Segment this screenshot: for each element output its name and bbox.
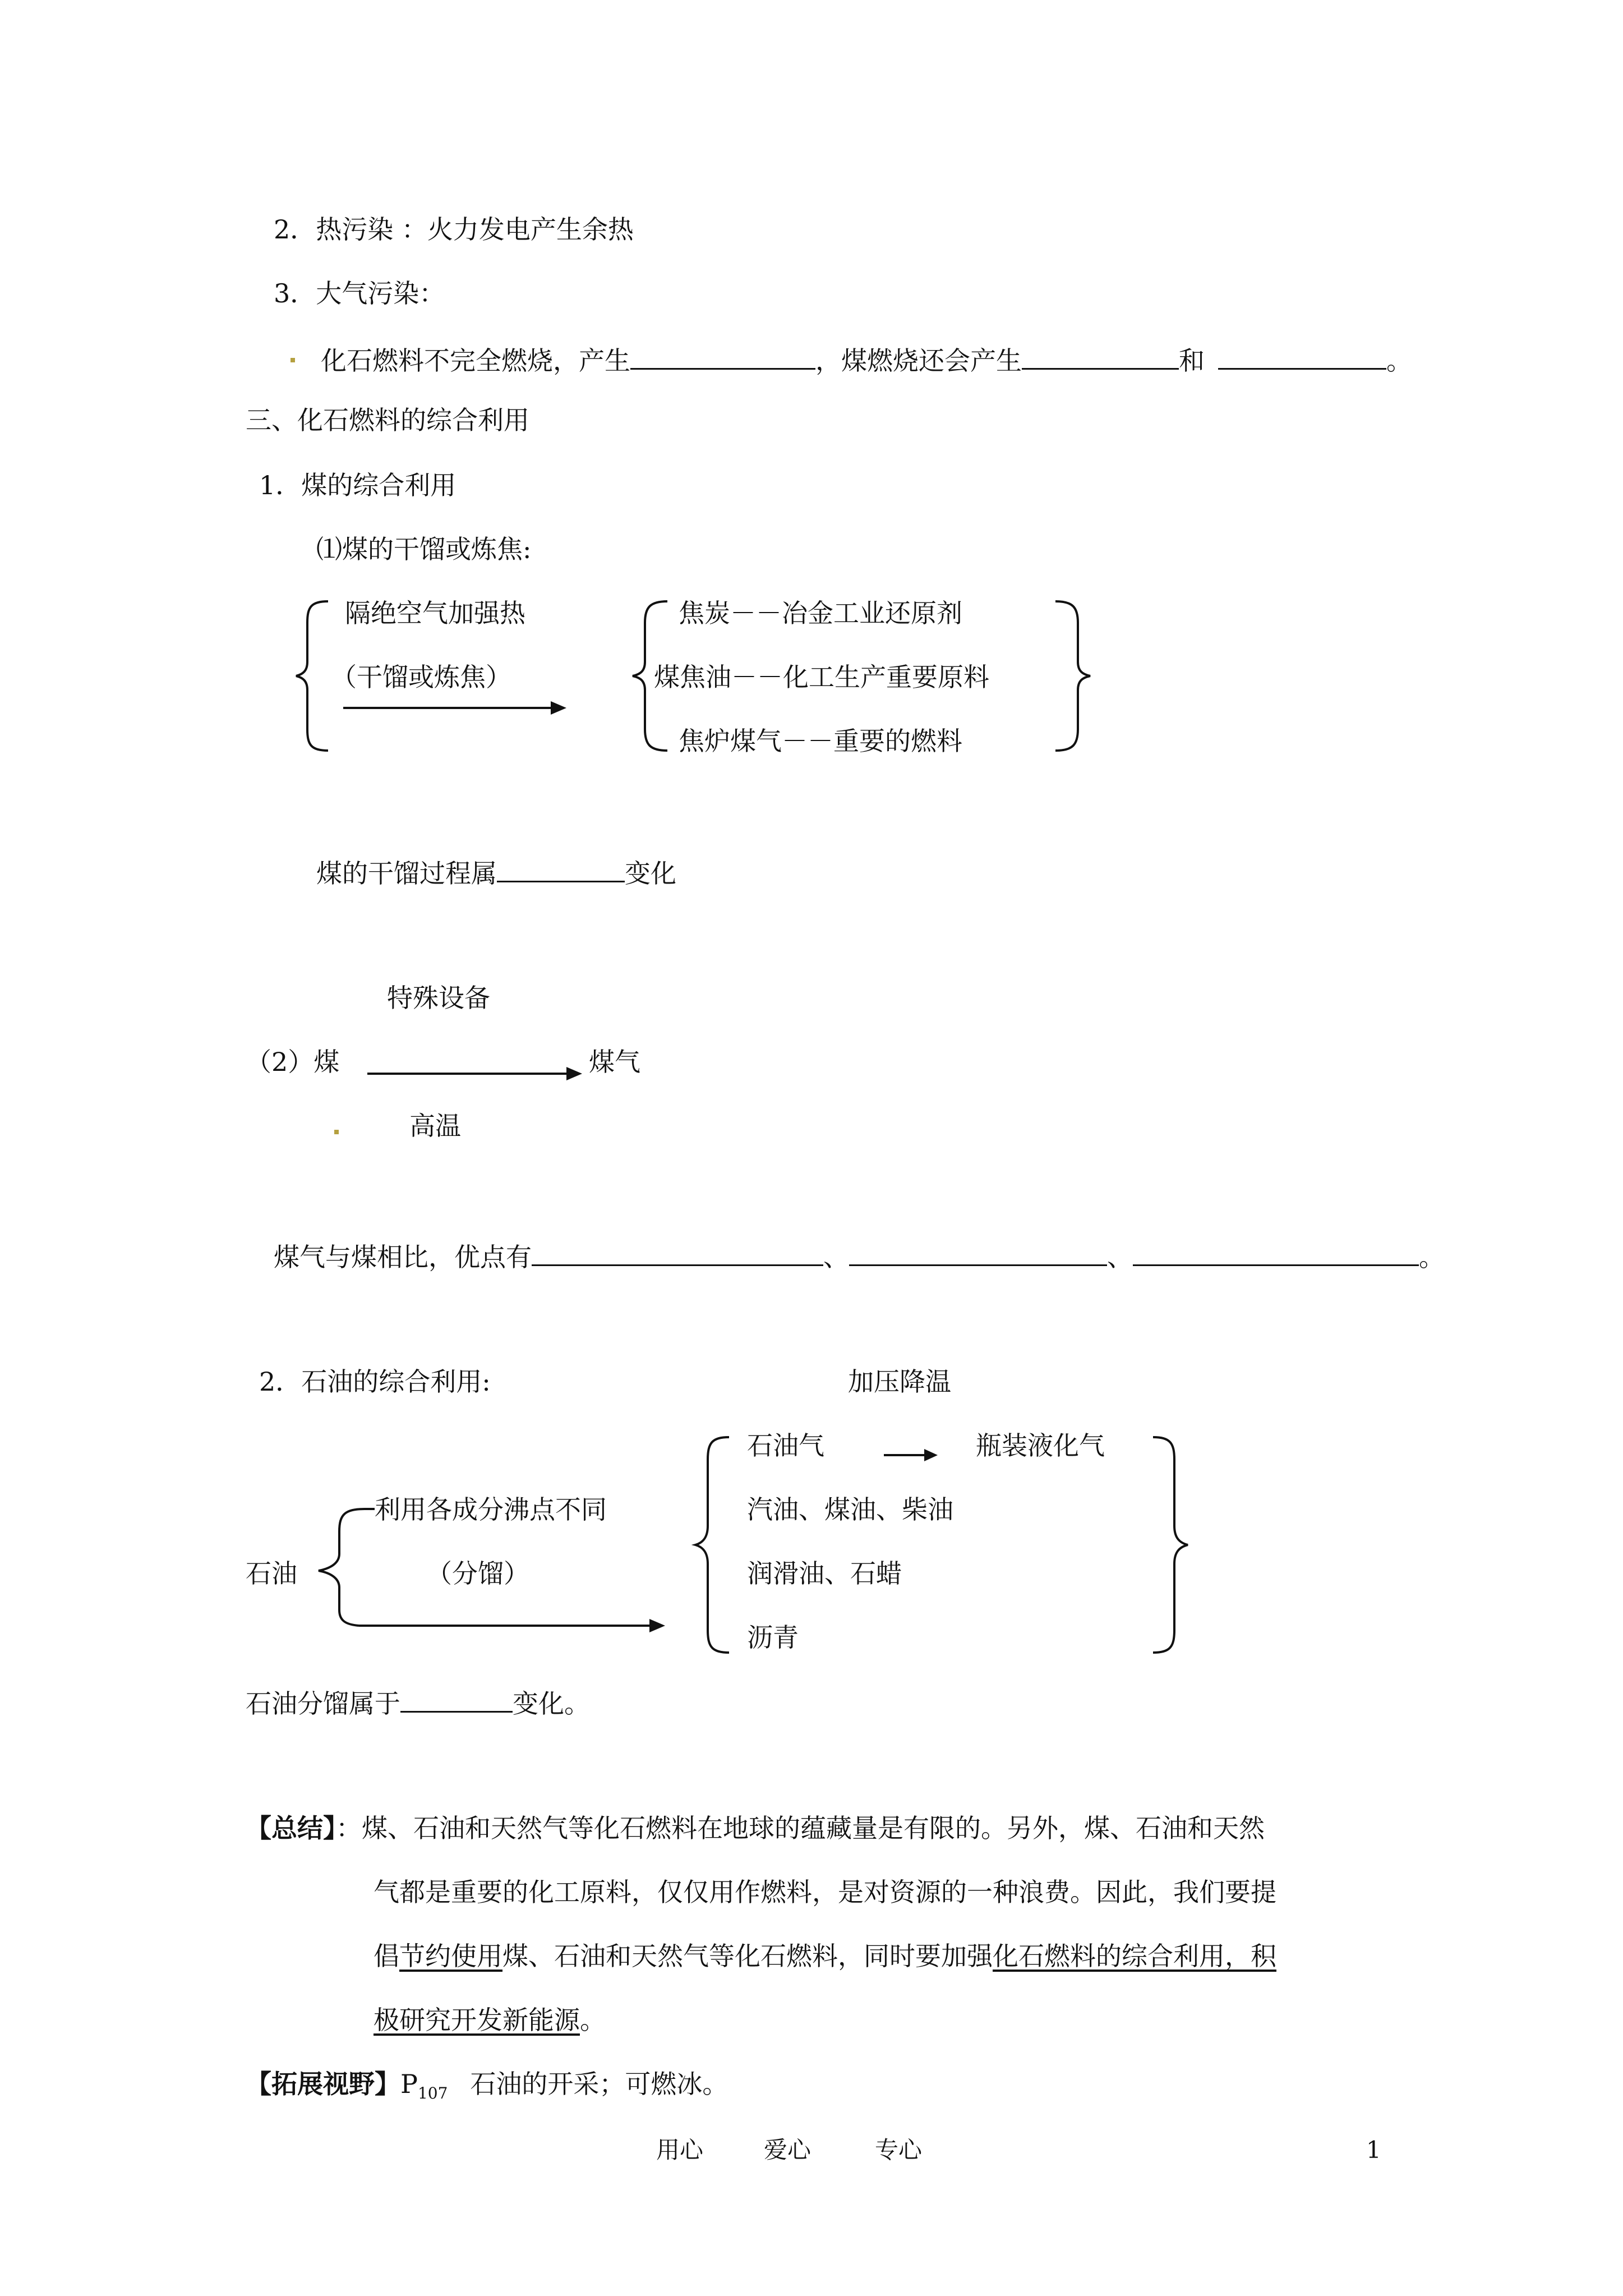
answer-blank[interactable]: [532, 1239, 823, 1266]
products-right-brace: [1055, 601, 1090, 751]
oil-product-lubricants: 润滑油、石蜡: [747, 1558, 902, 1589]
answer-blank[interactable]: [1133, 1239, 1419, 1266]
coking-condition: 隔绝空气加强热: [345, 598, 525, 628]
oil-products-right-brace: [1153, 1437, 1188, 1653]
summary-line-3: 倡节约使用煤、石油和天然气等化石燃料，同时要加强化石燃料的综合利用，积: [374, 1941, 1276, 1971]
footer-word: 爱心: [764, 2136, 811, 2164]
oil-product-fuels: 汽油、煤油、柴油: [747, 1494, 953, 1525]
gas-advantages-line: 煤气与煤相比，优点有 、 、 。: [274, 1239, 1445, 1273]
coking-product-coke: 焦炭－－冶金工业还原剂: [679, 598, 962, 628]
gas-condition-label: 高温: [409, 1111, 461, 1141]
products-left-brace: [633, 601, 667, 751]
arrow-head: [551, 701, 566, 715]
answer-blank[interactable]: [400, 1685, 513, 1713]
arrow-head: [566, 1067, 582, 1080]
extend-label: 【拓展视野】: [246, 2069, 400, 2099]
air-pollution-fill-line: 化石燃料不完全燃烧，产生 ，煤燃烧还会产生 和 。: [321, 342, 1412, 376]
oil-source-label: 石油: [246, 1558, 297, 1589]
summary-line-2: 气都是重要的化工原料，仅仅用作燃料，是对资源的一种浪费。因此，我们要提: [374, 1877, 1276, 1907]
left-brace: [296, 601, 328, 751]
coking-product-gas: 焦炉煤气－－重要的燃料: [679, 726, 962, 756]
extend-line: 【拓展视野】$P_{107}$ 石油的开采；可燃冰。: [246, 2069, 728, 2103]
section-title: 三、化石燃料的综合利用: [246, 405, 529, 435]
coking-question: 煤的干馏过程属 变化: [316, 855, 676, 889]
arrow-head: [924, 1449, 938, 1461]
summary-line-1: 【总结】：煤、石油和天然气等化石燃料在地球的蕴藏量是有限的。另外，煤、石油和天然: [246, 1813, 1265, 1843]
summary-label: 【总结】: [246, 1813, 336, 1843]
gas-equipment-label: 特殊设备: [387, 983, 490, 1013]
oil-question: 石油分馏属于 变化。: [246, 1685, 590, 1719]
oil-product-lpg-gas: 石油气: [747, 1430, 824, 1461]
oil-product-asphalt: 沥青: [747, 1622, 799, 1653]
answer-blank[interactable]: [497, 855, 625, 882]
footer-word: 用心: [656, 2136, 704, 2164]
oil-lpg-label: 瓶装液化气: [976, 1430, 1105, 1461]
thermal-pollution-line: 2．热污染 ：火力发电产生余热: [274, 214, 634, 245]
coal-use-heading: 1．煤的综合利用: [259, 470, 457, 500]
gas-source-label: （2）煤: [246, 1047, 340, 1077]
gas-product-label: 煤气: [589, 1047, 640, 1077]
coking-heading: ⑴煤的干馏或炼焦:: [316, 534, 532, 564]
footer-word: 专心: [875, 2136, 923, 2164]
oil-pressure-label: 加压降温: [848, 1366, 951, 1397]
oil-condition-label: 利用各成分沸点不同: [375, 1494, 607, 1525]
bullet-dot: [334, 1130, 339, 1134]
coking-method: （干馏或炼焦）: [331, 662, 511, 692]
arrow-head: [649, 1619, 665, 1632]
coking-product-tar: 煤焦油－－化工生产重要原料: [654, 662, 989, 692]
air-pollution-heading: 3．大气污染：: [274, 278, 445, 309]
oil-left-brace: [319, 1509, 365, 1626]
oil-use-heading: 2．石油的综合利用:: [259, 1366, 491, 1397]
oil-method-label: （分馏）: [426, 1558, 529, 1589]
page-number: 1: [1366, 2136, 1381, 2164]
answer-blank[interactable]: [849, 1239, 1107, 1266]
oil-products-left-brace: [695, 1437, 729, 1653]
summary-line-4: 极研究开发新能源。: [374, 2005, 606, 2035]
